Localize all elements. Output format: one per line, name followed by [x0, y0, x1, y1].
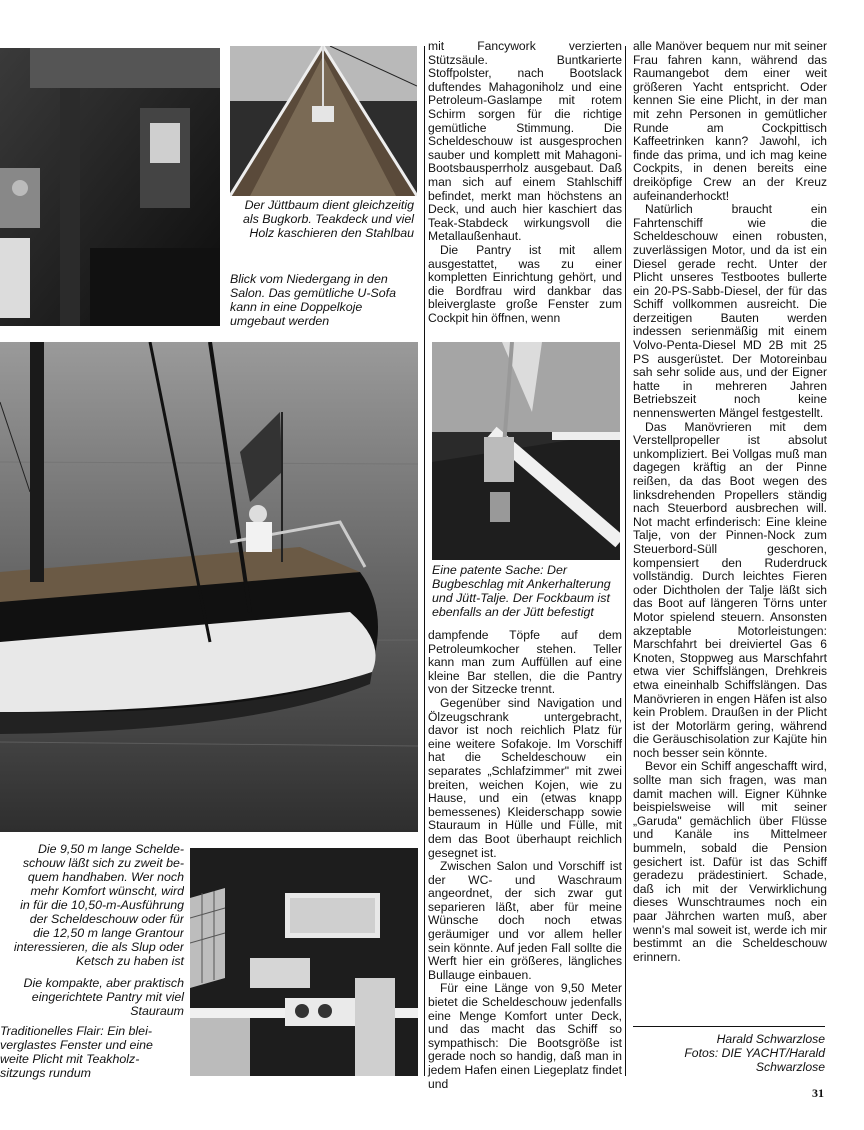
caption-line: Die 9,50 m lange Schelde-: [37, 842, 184, 856]
paragraph: mit Fancywork verzierten Stützsäule. Buntkarierte Stoffpolster, nach Bootslack duftendes Mahagoniholz und eine Petroleum-Gaslampe mit rotem Schirm sorgen für die richtige gemütliche Stimmung. Die Scheldeschouw ist ausgesprochen sauber und komplett mit Mahagoni-Bootsbausperrholz ausgebaut. Daß man sich auf einem Stahlschiff befindet, merkt man höchstens an Deck, und auch hier kaschiert das Teak-Stabdeck wirkungsvoll die Metallaußenhaut.: [428, 39, 622, 244]
caption-line: der Scheldeschouw oder für: [29, 912, 184, 926]
caption-scheldeschouw: [0, 842, 184, 968]
column-rule: [424, 46, 425, 1076]
paragraph: Bevor ein Schiff angeschafft wird, sollte man sich fragen, was man damit machen will. Eigner Kühnke beispielsweise will mit seiner „Garuda" gemächlich über Flüsse und Kanäle ins Mittelmeer bummeln, sobald die Pension gesichert ist. Dafür ist das Schiff geradezu prädestiniert. Schade, daß ich mit der Verwirklichung dieses Wunschtraumes noch ein paar Jährchen warten muß, aber wenn's mal soweit ist, werde ich mir bestimmt an die Scheldeschouw erinnern.: [633, 759, 827, 964]
caption-line: Stauraum: [130, 1004, 184, 1018]
column-rule: [625, 46, 626, 1076]
caption-pantry: [0, 976, 184, 1018]
paragraph: Gegenüber sind Navigation und Ölzeugschrank untergebracht, davor ist noch reichlich Platz für eine weitere Sofakoje. Im Vorschiff hat die Scheldeschouw ein separates „Schlafzimmer" mit zwei breiten, weichen Kojen, wie zu Hause, und ein (etwas knapp bemessenes) Kleiderschapp sowie Stauraum in Hülle und Fülle, mit dem das Boot überhaupt reichlich gesegnet ist.: [428, 695, 622, 860]
byline: [633, 1032, 825, 1074]
caption-line: sitzungs rundum: [0, 1066, 91, 1080]
sailboat-photo: [0, 342, 418, 832]
caption-line: verglastes Fenster und eine: [0, 1038, 153, 1052]
paragraph: dampfende Töpfe auf dem Petroleumkocher stehen. Teller kann man zum Auffüllen auf eine kleine Bar stellen, die die Pantry von der Sitzecke trennt.: [428, 628, 622, 697]
paragraph: Natürlich braucht ein Fahrtenschiff wie die Scheldeschouw einen robusten, zuverlässigen Motor, und da ist ein Diesel gerade recht. Unter der Plicht unseres Testbootes bullerte ein 20-PS-Sabb-Diesel, der für das Schiff vollkommen ausreicht. Die derzeitigen Bauten werden indessen serienmäßig mit einem Volvo-Penta-Diesel MD 2B mit 25 PS ausgerüstet. Der Motoreinbau sah sehr solide aus, und der Eigner hatte in mehreren Jahren Betriebszeit noch keine nennenswerten Mängel festgestellt.: [633, 202, 827, 421]
caption-niedergang: Blick vom Niedergang in den Salon. Das gemütliche U-Sofa kann in eine Doppelkoje umgebaut werden: [230, 272, 396, 328]
text-column-3: [633, 40, 827, 1000]
caption-line: weite Plicht mit Teakholz-: [0, 1052, 140, 1066]
byline-rule: [633, 1026, 825, 1027]
byline-photos: Fotos: DIE YACHT/Harald: [684, 1046, 825, 1060]
salon-photo: [0, 48, 220, 326]
pantry-photo: [190, 848, 418, 1076]
paragraph: Das Manövrieren mit dem Verstellpropeller ist absolut unkompliziert. Bei Vollgas muß man dagegen kräftig an der Pinne reißen, da das Boot wegen des linksdrehenden Propellers ständig nach Steuerbord ausbrechen will. Not macht erfinderisch: Eine kleine Talje, von der Pinnen-Nock zum Steuerbord-Süll geschoren, kompensiert den Ruderdruck vollständig. Durch leichtes Fieren oder Dichtholen der Talje läßt sich das Boot auf längeren Törns unter Motor spielend steuern. Ansonsten akzeptable Motorleistungen: Marschfahrt bei dreiviertel Gas 6 Knoten, Stoppweg aus Marschfahrt etwa vier Schiffslängen, Drehkreis etwa eineinhalb Schiffslängen. Das Manövrieren in engen Häfen ist also kein Problem. Draußen in der Plicht ist der Motorlärm gering, während die Geräuschisolation zur Kajüte hin noch besser sein könnte.: [633, 419, 827, 760]
text-column-2: [428, 628, 622, 1091]
caption-line: quem handhaben. Wer noch: [27, 870, 184, 884]
caption-line: schouw läßt sich zu zweit be-: [22, 856, 184, 870]
caption-line: Traditionelles Flair: Ein blei-: [0, 1024, 152, 1038]
caption-line: Die kompakte, aber praktisch: [23, 976, 184, 990]
page-number: 31: [812, 1086, 824, 1100]
caption-line: in für die 10,50-m-Ausführung: [20, 898, 184, 912]
byline-photos-name: Schwarzlose: [755, 1060, 825, 1074]
caption-line: eingerichtete Pantry mit viel: [31, 990, 184, 1004]
caption-bugbeschlag: Eine patente Sache: Der Bugbeschlag mit Ankerhalterung und Jütt-Talje. Der Fockbaum ist ebenfalls an der Jütt befestigt: [432, 563, 611, 619]
caption-flair: [0, 1024, 184, 1080]
caption-line: Ketsch zu haben ist: [75, 954, 184, 968]
byline-author: Harald Schwarzlose: [716, 1032, 825, 1046]
paragraph: alle Manöver bequem nur mit seiner Frau fahren kann, während das Raumangebot dem einer weit größeren Yacht entspricht. Oder kennen Sie eine Plicht, in der man mit zehn Personen in gemütlicher Runde am Cockpittisch Kaffeetrinken kann? Jawohl, ich finde das prima, und ich mag keine Cockpits, in denen bereits eine dreiköpfige Crew an der Kreuz aufeinanderhockt!: [633, 39, 827, 203]
caption-line: mehr Komfort wünscht, wird: [30, 884, 184, 898]
bow-deck-photo: [230, 46, 417, 196]
bow-fitting-photo: [432, 342, 620, 560]
paragraph: Zwischen Salon und Vorschiff ist der WC- und Waschraum angeordnet, der sich zwar gut separieren läßt, aber für meine Wünsche doch noch etwas geräumiger und vor allem heller sein könnte. Auf jeden Fall sollte die Werft hier ein größeres, längliches Bullauge einbauen.: [428, 859, 622, 982]
caption-line: interessieren, die als Slup oder: [13, 940, 184, 954]
paragraph: Für eine Länge von 9,50 Meter bietet die Scheldeschouw jedenfalls eine Menge Komfort unter Deck, und das macht das Schiff so sympathisch: Die Bootsgröße ist gerade noch so handig, daß man in jedem Hafen einen Liegeplatz findet und: [428, 981, 622, 1091]
paragraph: Die Pantry ist mit allem ausgestattet, was zu einer kompletten Einrichtung gehört, und die Bordfrau wird dankbar das bleiverglaste große Fenster zum Cockpit hin öffnen, wenn: [428, 242, 622, 325]
caption-line: die 12,50 m lange Grantour: [33, 926, 184, 940]
caption-juettbaum: Der Jüttbaum dient gleichzeitig als Bugkorb. Teakdeck und viel Holz kaschieren den Stahlbau: [242, 198, 414, 240]
text-column-1: [428, 40, 622, 330]
